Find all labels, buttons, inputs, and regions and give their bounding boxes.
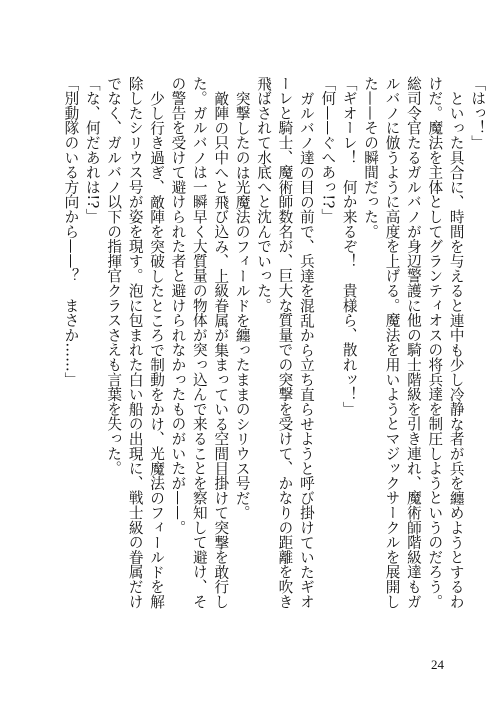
- paragraph-4: 「ギオーレ！ 何か来るぞ！ 貴様ら、散れッ！」: [340, 76, 358, 417]
- paragraph-6: ガルバノ達の目の前で、兵達を混乱から立ち直らせようと呼び掛けていたギオーレと騎士、魔術師数名が、巨大な質量での突撃を受けて、かなりの距離を吹き飛ばされて水底へと沈んでいった。: [255, 76, 315, 609]
- paragraph-9: 少し行き過ぎ、敵陣を突破したところで制動をかけ、光魔法のフィールドを解除したシリウス号が姿を現す。泡に包まれた白い船の出現に、戦士級の眷属だけでなく、ガルバノ以下の指揮官クラスさえも言葉を失った。: [105, 76, 166, 609]
- paragraph-10: 「な、何だあれは!?」: [83, 76, 101, 224]
- paragraph-11: 「別動隊のいる方向から——？ まさか……」: [62, 76, 80, 387]
- page-number: 24: [431, 657, 444, 672]
- paragraph-1: 「はっ！」: [469, 76, 487, 150]
- paragraph-7: 突撃したのは光魔法のフィールドを纏ったままのシリウス号だ。: [233, 90, 251, 520]
- vertical-text-column: [60, 76, 488, 616]
- body-text-block: [60, 76, 487, 616]
- paragraph-2: といった具合に、時間を与えると連中も少し冷静な者が兵を纏めようとするわけだ。魔法を主体としてグランティオスの将兵達を制圧しようというのだろう。: [426, 76, 465, 609]
- paragraph-8: 敵陣の只中へと飛び込み、上級眷属が集まっている空間目掛けて突撃を敢行した。ガルバノは一瞬早く大質量の物体が突っ込んで来ることを察知して避け、その警告を受けて避けられた者と避けられなかったものがいたが——。: [169, 76, 230, 609]
- paragraph-3: 総司令官たるガルバノが身辺警護に他の騎士階級を引き連れ、魔術師階級達もガルバノに倣うように高度を上げる。魔法を用いようとマジックサークルを展開した——その瞬間だった。: [362, 76, 422, 609]
- paragraph-5: 「何——ぐへあっ!?」: [319, 76, 337, 224]
